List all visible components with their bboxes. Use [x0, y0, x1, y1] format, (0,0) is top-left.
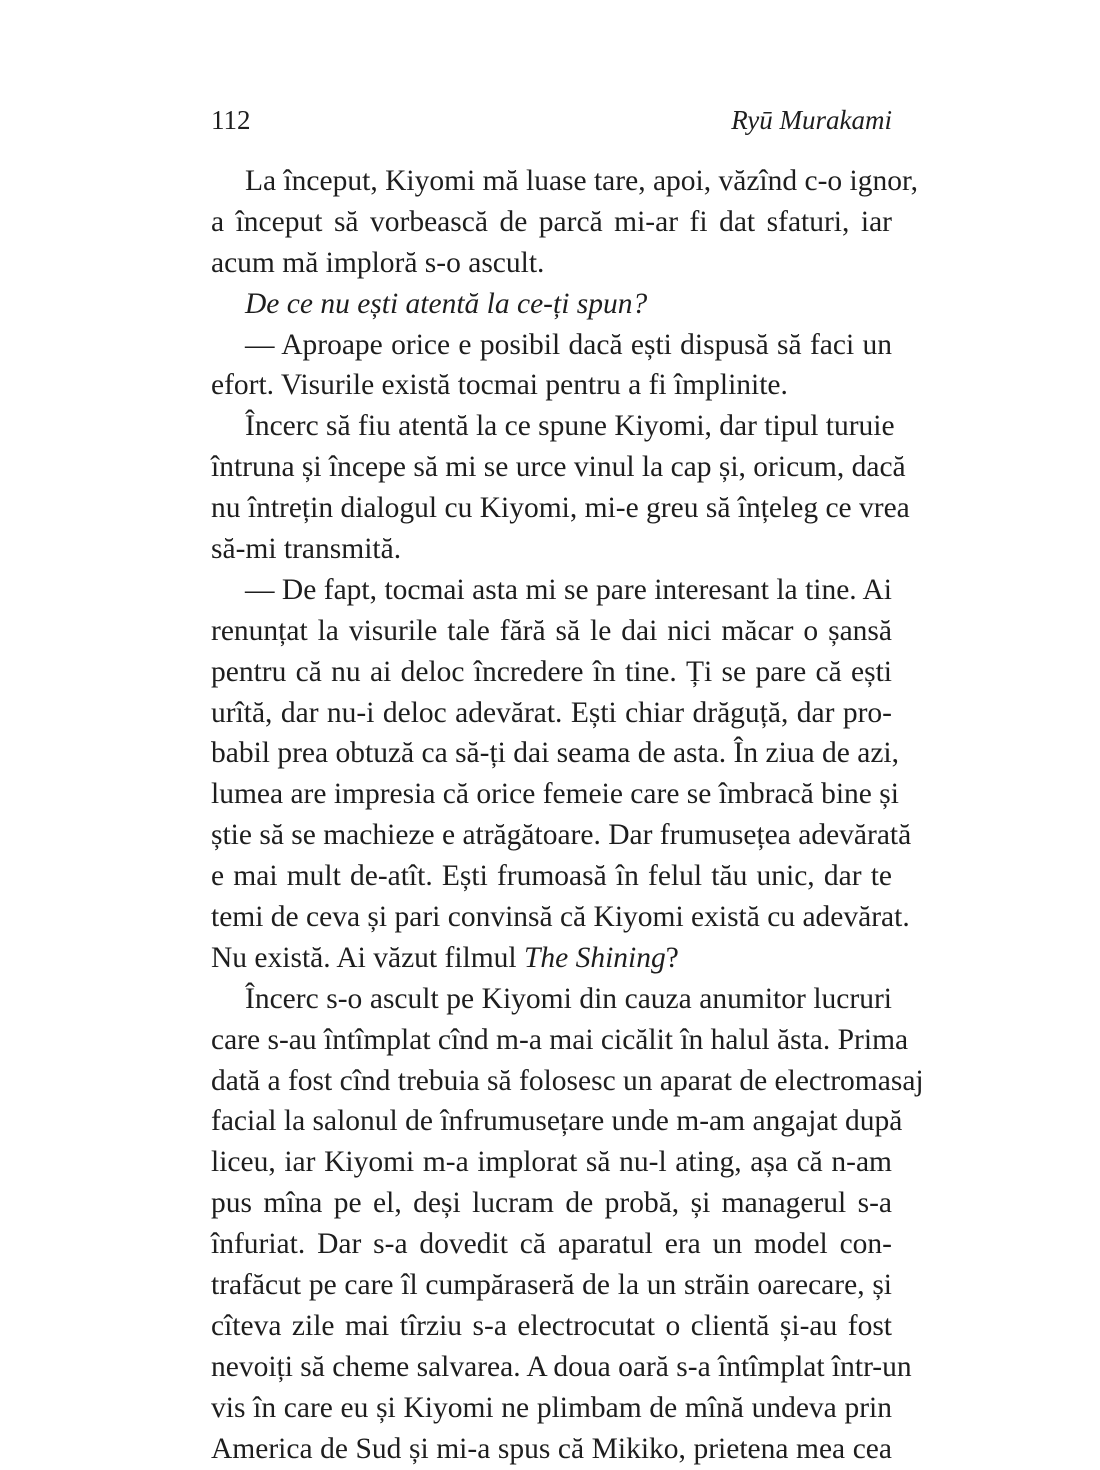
- running-header: [211, 100, 892, 140]
- film-title: The Shining: [523, 941, 666, 974]
- author-name: Ryū Murakami: [731, 105, 892, 135]
- page-number: 112: [211, 105, 251, 135]
- text-line: vis în care eu și Kiyomi ne plimbam de mînă undeva prin: [211, 1391, 892, 1424]
- book-page: [211, 100, 924, 1470]
- text-line: babil prea obtuză ca să-ți dai seama de asta. În ziua de azi,: [211, 737, 899, 770]
- text-line: acum mă imploră s-o ascult.: [211, 246, 545, 279]
- text-line: [211, 938, 892, 979]
- text-line: lumea are impresia că orice femeie care se îmbracă bine și: [211, 778, 899, 811]
- paragraph: [211, 161, 918, 284]
- text-line: pentru că nu ai deloc încredere în tine. Ți se pare că ești: [211, 655, 892, 688]
- body-text: [211, 161, 924, 1470]
- text-line: temi de ceva și pari convinsă că Kiyomi există cu adevărat.: [211, 901, 910, 934]
- text-line: să-mi transmită.: [211, 533, 402, 566]
- text-line: De ce nu ești atentă la ce-ți spun?: [245, 287, 648, 320]
- text-line: pus mîna pe el, deși lucram de probă, și managerul s-a: [211, 1187, 892, 1220]
- text-line: știe să se machieze e atrăgătoare. Dar frumusețea adevărată: [211, 819, 912, 852]
- text-line: efort. Visurile există tocmai pentru a fi împlinite.: [211, 369, 788, 402]
- text-line: Încerc să fiu atentă la ce spune Kiyomi, dar tipul turuie: [245, 410, 895, 443]
- paragraph: [211, 979, 924, 1470]
- text-line: întruna și începe să mi se urce vinul la cap și, oricum, dacă: [211, 451, 906, 484]
- text-line: e mai mult de-atît. Ești frumoasă în felul tău unic, dar te: [211, 860, 892, 893]
- text-line: cîteva zile mai tîrziu s-a electrocutat o clientă și-au fost: [211, 1309, 892, 1342]
- text-line: dată a fost cînd trebuia să folosesc un aparat de electromasaj: [211, 1064, 924, 1097]
- text-line: facial la salonul de înfrumusețare unde m-am angajat după: [211, 1105, 903, 1138]
- text-line: a început să vorbească de parcă mi-ar fi dat sfaturi, iar: [211, 205, 892, 238]
- text-line: nevoiți să cheme salvarea. A doua oară s-a întîmplat într-un: [211, 1350, 912, 1383]
- text-line: înfuriat. Dar s-a dovedit că aparatul era un model con-: [211, 1228, 892, 1261]
- dialogue-paragraph: [211, 570, 912, 979]
- text-line: — De fapt, tocmai asta mi se pare interesant la tine. Ai: [245, 573, 892, 606]
- text-line: liceu, iar Kiyomi m-a implorat să nu-l ating, așa că n-am: [211, 1146, 892, 1179]
- text-line: La început, Kiyomi mă luase tare, apoi, văzînd c-o ignor,: [245, 165, 918, 197]
- dialogue-paragraph: [211, 325, 892, 407]
- text-fragment: Nu există. Ai văzut filmul: [211, 941, 524, 974]
- paragraph: [211, 406, 910, 570]
- text-line: America de Sud și mi-a spus că Mikiko, prietena mea cea: [211, 1432, 892, 1465]
- text-line: urîtă, dar nu-i deloc adevărat. Ești chiar drăguță, dar pro-: [211, 696, 892, 729]
- text-line: — Aproape orice e posibil dacă ești dispusă să faci un: [245, 328, 892, 361]
- italic-thought-paragraph: [211, 284, 892, 325]
- text-fragment: ?: [665, 941, 679, 974]
- text-line: Încerc s-o ascult pe Kiyomi din cauza anumitor lucruri: [245, 982, 892, 1015]
- text-line: nu întrețin dialogul cu Kiyomi, mi-e greu să înțeleg ce vrea: [211, 492, 910, 525]
- text-line: care s-au întîmplat cînd m-a mai cicălit în halul ăsta. Prima: [211, 1023, 909, 1056]
- text-line: trafăcut pe care îl cumpăraseră de la un străin oarecare, și: [211, 1269, 892, 1302]
- text-line: renunțat la visurile tale fără să le dai nici măcar o șansă: [211, 614, 892, 647]
